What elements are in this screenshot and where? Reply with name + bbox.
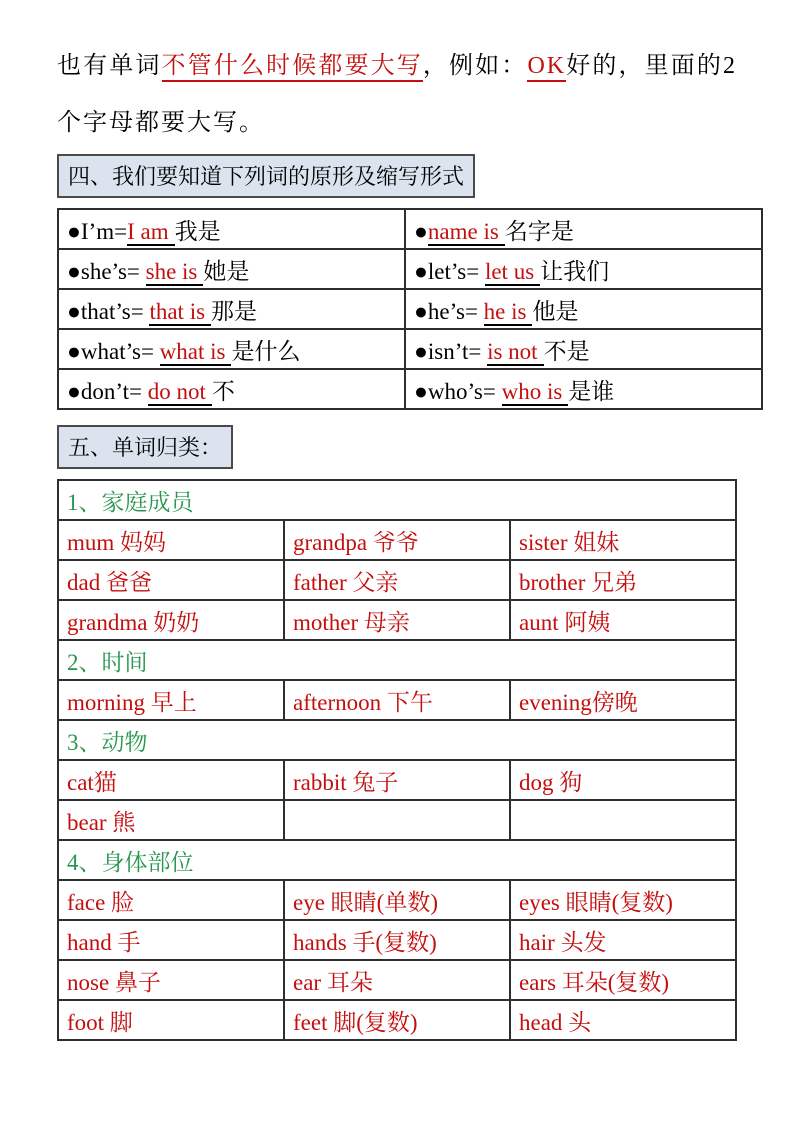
category-header-row	[58, 640, 736, 680]
table-row	[58, 249, 762, 289]
word-cell: hair 头发	[510, 920, 736, 960]
contraction-prefix: ●that’s=	[67, 298, 150, 324]
word-cell: hands 手(复数)	[284, 920, 510, 960]
contraction-prefix: ●I’m=	[67, 218, 128, 244]
word-cell: head 头	[510, 1000, 736, 1040]
category-header-body-parts: 4、身体部位	[58, 840, 736, 880]
contraction-full-form: name is	[428, 219, 505, 246]
category-header-family: 1、家庭成员	[58, 480, 736, 520]
category-header-row	[58, 840, 736, 880]
contraction-cell	[405, 329, 762, 369]
word-cell: face 脸	[58, 880, 284, 920]
category-header-row	[58, 720, 736, 760]
intro-red-underline-ok: OK	[527, 53, 566, 82]
intro-text: 好的，里面的2个字母都要大写。	[57, 53, 738, 136]
contraction-prefix: ●who’s=	[414, 378, 502, 404]
word-cell: feet 脚(复数)	[284, 1000, 510, 1040]
contraction-full-form: who is	[502, 379, 569, 406]
table-row	[58, 920, 736, 960]
contraction-full-form: I am	[127, 219, 175, 246]
word-cell: mother 母亲	[284, 600, 510, 640]
contraction-cell	[58, 249, 405, 289]
contraction-full-form: do not	[148, 379, 212, 406]
word-cell: sister 姐妹	[510, 520, 736, 560]
table-row	[58, 289, 762, 329]
intro-text: 也有单词	[57, 53, 162, 79]
table-row	[58, 520, 736, 560]
contraction-meaning: 他是	[532, 298, 579, 324]
word-cell: mum 妈妈	[58, 520, 284, 560]
contraction-full-form: let us	[485, 259, 540, 286]
category-header-time: 2、时间	[58, 640, 736, 680]
contraction-meaning: 我是	[174, 218, 221, 244]
category-header-row	[58, 480, 736, 520]
contraction-cell	[405, 289, 762, 329]
word-cell: dog 狗	[510, 760, 736, 800]
word-cell	[284, 800, 510, 840]
word-cell: afternoon 下午	[284, 680, 510, 720]
word-cell: hand 手	[58, 920, 284, 960]
contraction-cell	[58, 289, 405, 329]
table-row	[58, 600, 736, 640]
word-cell: nose 鼻子	[58, 960, 284, 1000]
contraction-full-form: that is	[149, 299, 211, 326]
contraction-meaning: 不	[211, 378, 235, 404]
contraction-meaning: 是什么	[231, 338, 301, 364]
contraction-cell	[405, 209, 762, 249]
table-row	[58, 560, 736, 600]
contraction-meaning: 让我们	[540, 258, 610, 284]
contraction-meaning: 那是	[211, 298, 258, 324]
word-cell: aunt 阿姨	[510, 600, 736, 640]
intro-red-underline-phrase: 不管什么时候都要大写	[162, 53, 423, 82]
section-heading-4: 四、我们要知道下列词的原形及缩写形式	[57, 154, 475, 198]
word-categories-table	[57, 479, 737, 1041]
contraction-prefix: ●she’s=	[67, 258, 146, 284]
word-cell: evening傍晚	[510, 680, 736, 720]
word-cell: father 父亲	[284, 560, 510, 600]
contraction-full-form: is not	[487, 339, 543, 366]
word-cell: eyes 眼睛(复数)	[510, 880, 736, 920]
word-cell: rabbit 兔子	[284, 760, 510, 800]
table-row	[58, 329, 762, 369]
table-row	[58, 1000, 736, 1040]
word-cell: grandpa 爷爷	[284, 520, 510, 560]
contraction-meaning: 她是	[203, 258, 250, 284]
word-cell: foot 脚	[58, 1000, 284, 1040]
word-cell: eye 眼睛(单数)	[284, 880, 510, 920]
contraction-meaning: 不是	[543, 338, 590, 364]
table-row	[58, 209, 762, 249]
table-row	[58, 800, 736, 840]
contraction-cell	[405, 369, 762, 409]
word-cell: morning 早上	[58, 680, 284, 720]
contractions-table	[57, 208, 763, 410]
word-cell: ear 耳朵	[284, 960, 510, 1000]
table-row	[58, 680, 736, 720]
word-cell: brother 兄弟	[510, 560, 736, 600]
intro-text: ，例如：	[422, 53, 528, 79]
word-cell: bear 熊	[58, 800, 284, 840]
word-cell	[510, 800, 736, 840]
intro-paragraph	[57, 38, 737, 152]
table-row	[58, 760, 736, 800]
word-cell: ears 耳朵(复数)	[510, 960, 736, 1000]
contraction-prefix: ●let’s=	[414, 258, 485, 284]
word-cell: dad 爸爸	[58, 560, 284, 600]
section-heading-5: 五、单词归类：	[57, 425, 233, 469]
word-cell: cat猫	[58, 760, 284, 800]
contraction-meaning: 是谁	[568, 378, 615, 404]
contraction-full-form: she is	[146, 259, 204, 286]
word-cell: grandma 奶奶	[58, 600, 284, 640]
contraction-prefix: ●he’s=	[414, 298, 484, 324]
category-header-animals: 3、动物	[58, 720, 736, 760]
contraction-full-form: he is	[484, 299, 533, 326]
contraction-meaning: 名字是	[504, 218, 574, 244]
table-row	[58, 960, 736, 1000]
contraction-cell	[58, 209, 405, 249]
contraction-cell	[405, 249, 762, 289]
contraction-prefix: ●don’t=	[67, 378, 148, 404]
contraction-cell	[58, 369, 405, 409]
contraction-prefix: ●what’s=	[67, 338, 160, 364]
contraction-prefix: ●	[414, 218, 428, 244]
table-row	[58, 369, 762, 409]
contraction-full-form: what is	[160, 339, 232, 366]
contraction-cell	[58, 329, 405, 369]
contraction-prefix: ●isn’t=	[414, 338, 488, 364]
table-row	[58, 880, 736, 920]
